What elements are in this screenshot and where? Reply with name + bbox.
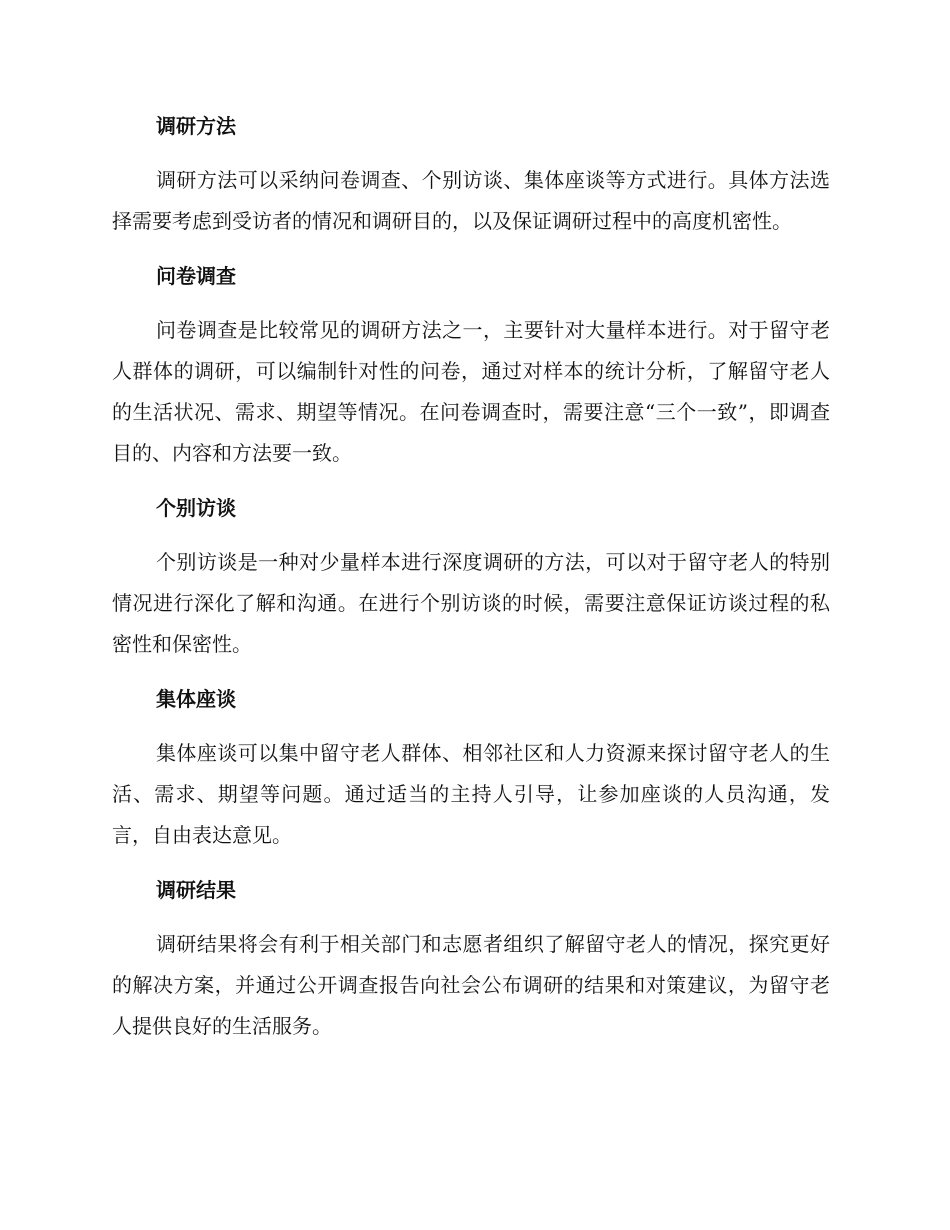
section-individual-interview [112, 492, 830, 665]
section-heading: 个别访谈 [156, 496, 236, 520]
section-questionnaire [112, 260, 830, 474]
section-group-discussion [112, 683, 830, 856]
section-paragraph: 问卷调查是比较常见的调研方法之一，主要针对大量样本进行。对于留守老人群体的调研，可以编制针对性的问卷，通过对样本的统计分析，了解留守老人的生活状况、需求、期望等情况。在问卷调查时，需要注意“三个一致”，即调查目的、内容和方法要一致。 [112, 318, 830, 465]
section-heading: 问卷调查 [156, 264, 236, 288]
section-heading: 集体座谈 [156, 687, 236, 711]
section-paragraph: 集体座谈可以集中留守老人群体、相邻社区和人力资源来探讨留守老人的生活、需求、期望等问题。通过适当的主持人引导，让参加座谈的人员沟通，发言，自由表达意见。 [112, 741, 830, 847]
section-research-results [112, 874, 830, 1047]
document-content [112, 110, 830, 1047]
section-paragraph: 调研结果将会有利于相关部门和志愿者组织了解留守老人的情况，探究更好的解决方案，并通过公开调查报告向社会公布调研的结果和对策建议，为留守老人提供良好的生活服务。 [112, 932, 830, 1038]
section-paragraph: 调研方法可以采纳问卷调查、个别访谈、集体座谈等方式进行。具体方法选择需要考虑到受访者的情况和调研目的，以及保证调研过程中的高度机密性。 [112, 168, 830, 233]
section-heading: 调研结果 [156, 878, 236, 902]
section-heading: 调研方法 [156, 114, 236, 138]
section-paragraph: 个别访谈是一种对少量样本进行深度调研的方法，可以对于留守老人的特别情况进行深化了解和沟通。在进行个别访谈的时候，需要注意保证访谈过程的私密性和保密性。 [112, 550, 830, 656]
section-research-methods [112, 110, 830, 242]
